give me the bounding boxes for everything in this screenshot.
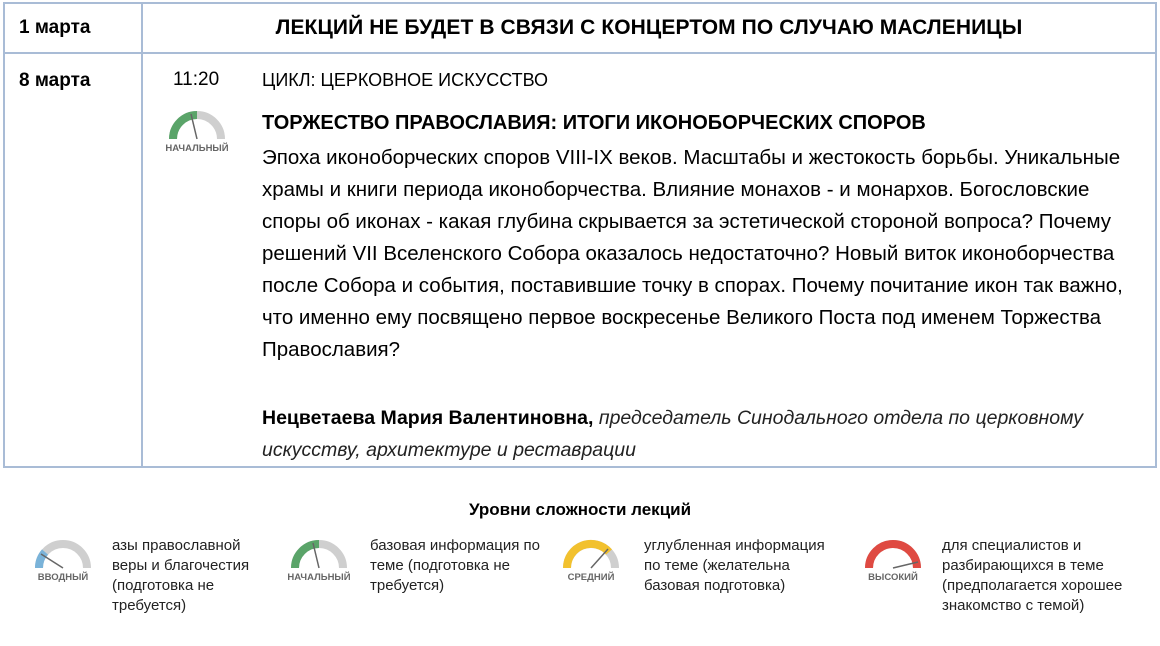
- lecture-description: Эпоха иконоборческих споров VIII-IX веков. Масштабы и жестокость борьбы. Уникальные храмы и книги периода иконоборчества. Влияние монахов - и монархов. Богословские споры об иконах - какая глубина скрывается за эстетической стороной вопроса? Почему решений VII Вселенского Собора оказалось недостаточно? Новый виток иконоборчества после Собора и события, поставившие точку в спорах. Почему почитание икон так важно, что именно ему посвящено первое воскресенье Великого Поста под именем Торжества Православия?: [262, 146, 1123, 361]
- gauge-introductory-icon: [28, 536, 98, 584]
- lecture-title: ТОРЖЕСТВО ПРАВОСЛАВИЯ: ИТОГИ ИКОНОБОРЧЕСКИХ СПОРОВ: [262, 112, 926, 134]
- gauge-label: СРЕДНИЙ: [567, 572, 615, 583]
- legend-description: азы православной веры и благочестия (подготовка не требуется): [112, 537, 250, 614]
- difficulty-gauge-icon: [162, 107, 232, 155]
- lecturer-role: председатель Синодального отдела по церковному искусству, архитектуре и реставрации: [262, 407, 1083, 461]
- cancellation-notice: ЛЕКЦИЙ НЕ БУДЕТ В СВЯЗИ С КОНЦЕРТОМ ПО СЛУЧАЮ МАСЛЕНИЦЫ: [275, 16, 1023, 39]
- row-date: 1 марта: [19, 17, 91, 38]
- schedule-row-2: [5, 54, 1155, 466]
- gauge-intermediate-icon: [556, 536, 626, 584]
- gauge-level-label: НАЧАЛЬНЫЙ: [165, 143, 229, 154]
- lecturer-name: Нецветаева Мария Валентиновна,: [262, 407, 594, 429]
- gauge-advanced-icon: [858, 536, 928, 584]
- gauge-label: НАЧАЛЬНЫЙ: [287, 572, 351, 583]
- gauge-label: ВЫСОКИЙ: [868, 572, 918, 583]
- legend-description: для специалистов и разбирающихся в теме (предполагается хорошее знакомство с темой): [942, 537, 1123, 614]
- lecture-cycle: ЦИКЛ: ЦЕРКОВНОЕ ИСКУССТВО: [262, 70, 549, 90]
- legend-description: углубленная информация по теме (желательна базовая подготовка): [644, 537, 825, 594]
- gauge-label: ВВОДНЫЙ: [37, 572, 89, 583]
- gauge-beginner-icon: [284, 536, 354, 584]
- lecture-time: 11:20: [173, 69, 220, 90]
- lecturer: [262, 402, 1122, 466]
- schedule-row-1: [5, 4, 1155, 54]
- row-date: 8 марта: [19, 70, 91, 91]
- lecture-schedule-table: [3, 2, 1157, 468]
- legend-description: базовая информация по теме (подготовка не требуется): [370, 537, 540, 594]
- legend-title: Уровни сложности лекций: [468, 500, 692, 519]
